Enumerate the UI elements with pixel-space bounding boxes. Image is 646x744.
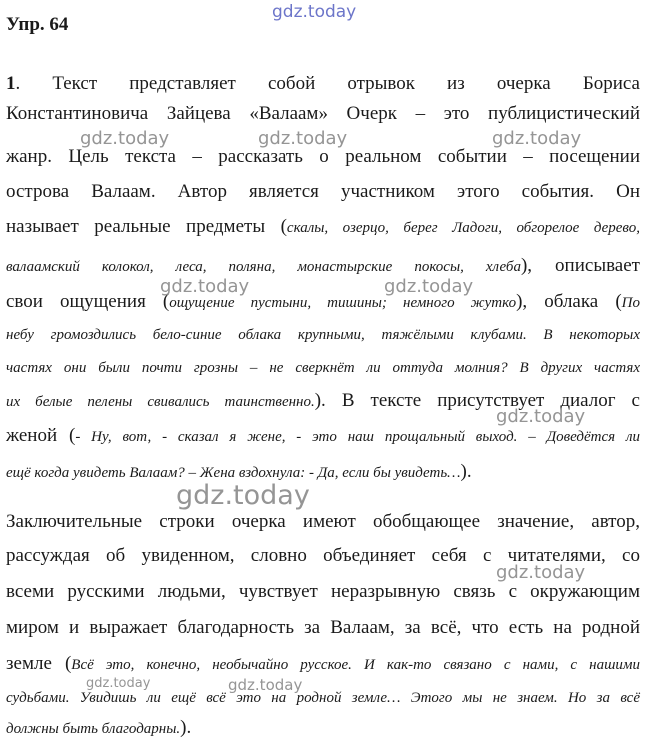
watermark-top: gdz.today <box>272 2 357 22</box>
watermark-3: gdz.today <box>492 128 582 149</box>
watermark-9: gdz.today <box>228 676 303 694</box>
objects-list: скалы, озерцо, берег Ладоги, обгорелое дерево, <box>286 220 640 236</box>
watermark-8: gdz.today <box>86 676 151 691</box>
watermark-7: gdz.today <box>496 562 586 583</box>
paragraph2-line5: земле (Всё это, конечно, необычайно русское. И как-то связано с нами, с нашими <box>6 653 640 674</box>
watermark-4: gdz.today <box>160 276 250 297</box>
paragraph2-line4: миром и выражает благодарность за Валаам, за всё, что есть на родной <box>6 617 640 638</box>
paragraph1-line11: женой (- Ну, вот, - сказал я жене, - это наш прощальный выход. – Доведётся ли <box>6 425 640 446</box>
paragraph2-line6: судьбами. Увидишь ли ещё всё это на родной земле… Этого мы не знаем. Но за всё <box>6 690 640 706</box>
dialogue-quote: - Ну, вот, - сказал я жене, - это наш прощальный выход. – Доведётся ли <box>75 429 640 445</box>
paragraph2-line1: Заключительные строки очерка имеют обобщающее значение, автор, <box>6 511 640 532</box>
paragraph1-line7: свои ощущения (ощущение пустыни, тишины; немного жутко), облака (По <box>6 291 640 312</box>
paragraph1-line9: частях они были почти грозны – не сверкнёт ли оттуда молния? В других частях <box>6 360 640 376</box>
paragraph1-line3: жанр. Цель текста – рассказать о реальном событии – посещении <box>6 146 640 167</box>
paragraph2-line2: рассуждая об увиденном, словно объединяет себя с читателями, со <box>6 545 640 566</box>
feelings-quote: ощущение пустыни, тишины; немного жутко <box>169 295 517 311</box>
paragraph1-line4: острова Валаам. Автор является участником этого события. Он <box>6 181 640 202</box>
watermark-6: gdz.today <box>496 406 586 427</box>
exercise-title: Упр. 64 <box>6 14 69 35</box>
paragraph1-line12: ещё когда увидеть Валаам? – Жена вздохнула: - Да, если бы увидеть…). <box>6 461 472 482</box>
paragraph2-line7: должны быть благодарны.). <box>6 717 192 738</box>
paragraph1-line1: 1. Текст представляет собой отрывок из очерка Бориса <box>6 73 640 94</box>
watermark-5: gdz.today <box>384 276 474 297</box>
paragraph2-line3: всеми русскими людьми, чувствует неразрывную связь с окружающим <box>6 581 640 602</box>
final-quote: Всё это, конечно, необычайно русское. И как-то связано с нами, с нашими <box>71 657 640 673</box>
watermark-1: gdz.today <box>80 128 170 149</box>
paragraph1-line6: валаамский колокол, леса, поляна, монастырские покосы, хлеба), описывает <box>6 255 640 276</box>
paragraph1-line5: называет реальные предметы (скалы, озерцо, берег Ладоги, обгорелое дерево, <box>6 216 640 237</box>
paragraph1-line8: небу громоздились бело-синие облака крупными, тяжёлыми клубами. В некоторых <box>6 327 640 343</box>
paragraph1-line10: их белые пелены свивались таинственно.). В тексте присутствует диалог с <box>6 390 640 411</box>
watermark-large: gdz.today <box>176 480 310 511</box>
watermark-2: gdz.today <box>258 128 348 149</box>
paragraph1-line2: Константиновича Зайцева «Валаам» Очерк – это публицистический <box>6 103 640 124</box>
item-number: 1 <box>6 73 16 94</box>
